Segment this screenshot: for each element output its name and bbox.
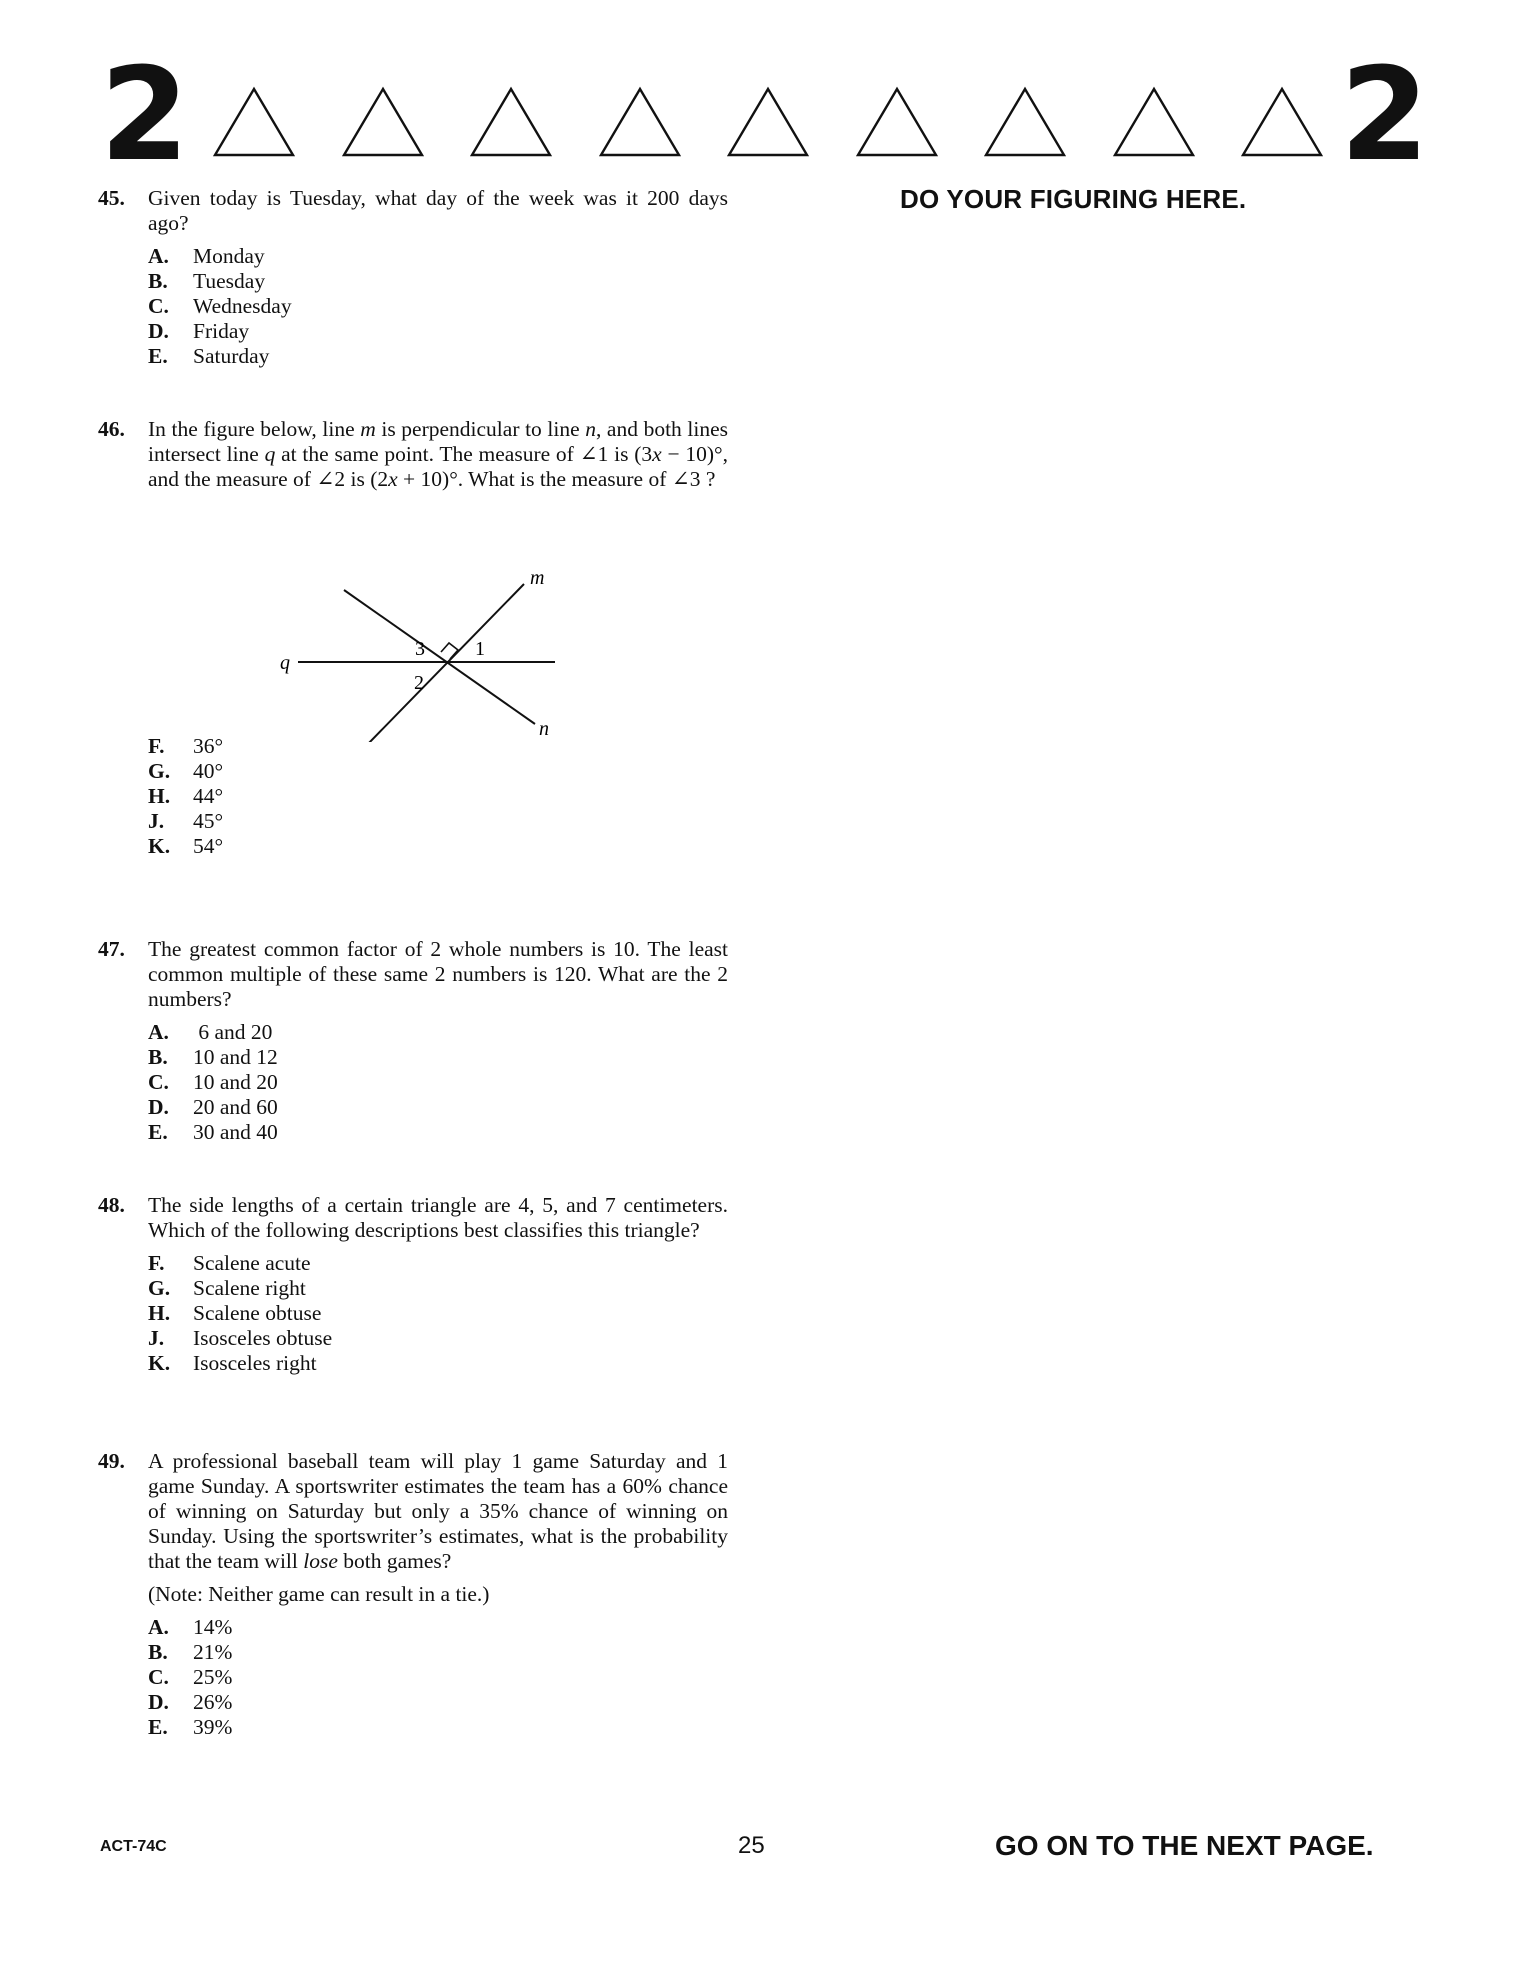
answer-choice[interactable] (148, 344, 728, 369)
question-number: 48. (98, 1193, 125, 1217)
answer-choice[interactable] (148, 1070, 728, 1095)
answer-choice[interactable] (148, 784, 728, 809)
question-number: 47. (98, 937, 125, 961)
answer-choice[interactable] (148, 834, 728, 859)
question-text: A professional baseball team will play 1 game Saturday and 1 game Sunday. A sportswriter estimates the team has a 60% chance of winning on Saturday but only a 35% chance of winning on Sunday. Using the sportswriter’s estimates, what is the probability that the team will lose both games? (148, 1449, 728, 1573)
question-46 (98, 417, 728, 859)
page-number: 25 (738, 1832, 765, 1859)
choice-text: Friday (193, 319, 250, 343)
choice-text: 26% (193, 1690, 233, 1714)
outline-triangle-icon (983, 86, 1067, 158)
outline-triangle-icon (1240, 86, 1324, 158)
answer-choice[interactable] (148, 759, 728, 784)
choice-letter: K. (148, 834, 171, 858)
choice-text: 36° (193, 734, 224, 758)
choice-text: 10 and 12 (193, 1045, 278, 1069)
answer-choice[interactable] (148, 1276, 728, 1301)
answer-choice[interactable] (148, 1251, 728, 1276)
choice-text: Scalene acute (193, 1251, 311, 1275)
section-number-left: 2 (100, 41, 190, 190)
answer-choice[interactable] (148, 319, 728, 344)
question-text: Given today is Tuesday, what day of the week was it 200 days ago? (148, 186, 728, 235)
choice-text: 39% (193, 1715, 233, 1739)
question-number: 46. (98, 417, 125, 441)
intersecting-lines-figure (278, 532, 678, 742)
line-label-q: q (280, 652, 290, 674)
choice-text: 54° (193, 834, 224, 858)
answer-choice[interactable] (148, 1301, 728, 1326)
choice-text: Saturday (193, 344, 270, 368)
answer-choices (148, 1020, 728, 1145)
question-text: The side lengths of a certain triangle are 4, 5, and 7 centimeters. Which of the following descriptions best classifies this triangle? (148, 1193, 728, 1242)
answer-choice[interactable] (148, 1326, 728, 1351)
outline-triangle-icon (469, 86, 553, 158)
answer-choice[interactable] (148, 1640, 728, 1665)
answer-choice[interactable] (148, 1690, 728, 1715)
line-label-m: m (530, 567, 545, 589)
answer-choice[interactable] (148, 244, 728, 269)
question-text: The greatest common factor of 2 whole numbers is 10. The least common multiple of these same 2 numbers is 120. What are the 2 numbers? (148, 937, 728, 1011)
outline-triangle-icon (1112, 86, 1196, 158)
choice-text: Scalene right (193, 1276, 306, 1300)
choice-letter: E. (148, 1120, 168, 1144)
outline-triangle-icon (341, 86, 425, 158)
answer-choice[interactable] (148, 294, 728, 319)
answer-choice[interactable] (148, 809, 728, 834)
choice-letter: H. (148, 1301, 171, 1325)
question-number: 49. (98, 1449, 125, 1473)
choice-letter: E. (148, 344, 168, 368)
answer-choices (148, 1251, 728, 1376)
answer-choice[interactable] (148, 1351, 728, 1376)
answer-choice[interactable] (148, 1615, 728, 1640)
question-note: (Note: Neither game can result in a tie.) (148, 1582, 490, 1606)
choice-text: Isosceles right (193, 1351, 317, 1375)
answer-choice[interactable] (148, 1020, 728, 1045)
choice-text: 21% (193, 1640, 233, 1664)
choice-letter: G. (148, 759, 171, 783)
answer-choices (148, 1615, 728, 1740)
choice-letter: G. (148, 1276, 171, 1300)
choice-letter: B. (148, 269, 168, 293)
choice-letter: C. (148, 294, 169, 318)
figuring-area-label: DO YOUR FIGURING HERE. (900, 184, 1247, 214)
choice-text: Tuesday (193, 269, 266, 293)
section-number-right: 2 (1340, 41, 1430, 190)
choice-text: 44° (193, 784, 224, 808)
choice-letter: C. (148, 1070, 169, 1094)
question-48 (98, 1193, 728, 1376)
choice-letter: A. (148, 1020, 169, 1044)
line-n (344, 590, 535, 724)
choice-letter: A. (148, 244, 169, 268)
choice-text: Wednesday (193, 294, 292, 318)
answer-choice[interactable] (148, 1095, 728, 1120)
right-angle-marker (441, 643, 458, 659)
angle-label-3: 3 (415, 638, 425, 660)
choice-text: 40° (193, 759, 224, 783)
next-page-notice: GO ON TO THE NEXT PAGE. (995, 1830, 1374, 1861)
choice-letter: E. (148, 1715, 168, 1739)
angle-label-1: 1 (475, 638, 485, 660)
answer-choice[interactable] (148, 1665, 728, 1690)
choice-text: 45° (193, 809, 224, 833)
choice-text: 30 and 40 (193, 1120, 278, 1144)
question-49 (98, 1449, 728, 1740)
choice-letter: D. (148, 319, 169, 343)
outline-triangle-icon (212, 86, 296, 158)
choice-letter: B. (148, 1640, 168, 1664)
answer-choice[interactable] (148, 1045, 728, 1070)
angle-label-2: 2 (414, 672, 424, 694)
question-number: 45. (98, 186, 125, 210)
outline-triangle-icon (598, 86, 682, 158)
choice-letter: K. (148, 1351, 171, 1375)
choice-text: 25% (193, 1665, 233, 1689)
choice-letter: B. (148, 1045, 168, 1069)
answer-choices (148, 734, 728, 859)
choice-letter: F. (148, 734, 165, 758)
choice-text: Scalene obtuse (193, 1301, 322, 1325)
choice-letter: D. (148, 1690, 169, 1714)
answer-choice[interactable] (148, 1120, 728, 1145)
choice-text: Isosceles obtuse (193, 1326, 333, 1350)
choice-letter: C. (148, 1665, 169, 1689)
answer-choice[interactable] (148, 1715, 728, 1740)
choice-text: 10 and 20 (193, 1070, 278, 1094)
choice-text: 6 and 20 (193, 1020, 273, 1044)
choice-text: Monday (193, 244, 265, 268)
choice-text: 14% (193, 1615, 233, 1639)
choice-letter: J. (148, 809, 165, 833)
choice-letter: F. (148, 1251, 165, 1275)
question-47 (98, 937, 728, 1145)
choice-text: 20 and 60 (193, 1095, 278, 1119)
question-text: In the figure below, line m is perpendicular to line n, and both lines intersect line q at the same point. The measure of ∠1 is (3x − 10)°, and the measure of ∠2 is (2x + 10)°. What is the measure of ∠3 ? (148, 417, 728, 491)
question-45 (98, 186, 728, 369)
choice-letter: H. (148, 784, 171, 808)
form-code: ACT-74C (100, 1838, 167, 1855)
answer-choice[interactable] (148, 269, 728, 294)
answer-choices (148, 244, 728, 369)
outline-triangle-icon (726, 86, 810, 158)
outline-triangle-icon (855, 86, 939, 158)
line-label-n: n (539, 718, 549, 740)
choice-letter: J. (148, 1326, 165, 1350)
choice-letter: A. (148, 1615, 169, 1639)
choice-letter: D. (148, 1095, 169, 1119)
